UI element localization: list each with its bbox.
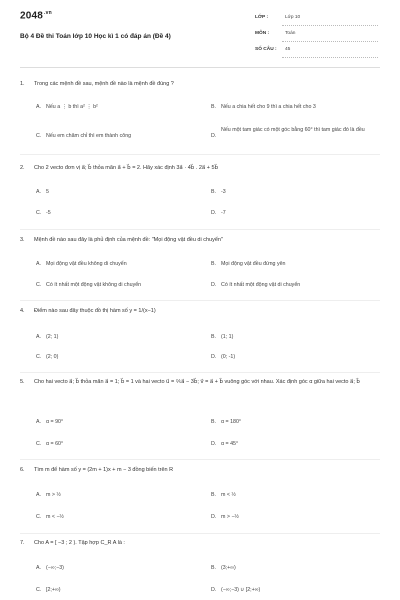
question-6-option-c[interactable] (36, 513, 64, 521)
option-text: (−∞;−3) ∪ [2;+∞) (221, 587, 261, 593)
option-text: Nếu một tam giác có một góc bằng 60° thì tam giác đó là đều (221, 127, 365, 133)
question-text: Cho A = [ −3 ; 2 ). Tập hợp C_R A là : (34, 540, 125, 546)
option-text: α = 60° (46, 441, 64, 447)
option-letter: C. (36, 441, 42, 447)
question-1-option-d[interactable] (211, 126, 371, 140)
meta-subject (255, 28, 378, 42)
option-letter: B. (211, 492, 217, 498)
option-letter: D. (211, 354, 217, 360)
option-letter: C. (36, 282, 42, 288)
meta-class (255, 12, 378, 26)
option-text: -7 (221, 210, 226, 216)
question-7-text (20, 539, 388, 548)
option-letter: D. (211, 133, 217, 139)
question-4-option-c[interactable] (36, 353, 58, 361)
option-text: Nếu a chia hết cho 9 thì a chia hết cho 3 (221, 104, 316, 110)
question-text: Điểm nào sau đây thuộc đồ thị hàm số y = 1/(x−1) (34, 308, 156, 314)
question-divider (20, 229, 380, 230)
option-letter: D. (211, 210, 217, 216)
question-text: Cho 2 vecto đơn vị a⃗; b⃗ thỏa mãn a⃗ + b⃗ = 2. Hãy xác định 3a⃗ · 4b⃗ . 2a⃗ + 5b⃗ (34, 165, 219, 171)
question-number: 4. (20, 308, 25, 314)
option-letter: D. (211, 587, 217, 593)
question-number: 3. (20, 237, 25, 243)
question-6-option-b[interactable] (211, 491, 236, 499)
question-5-option-a[interactable] (36, 418, 63, 426)
option-text: Có ít nhất một động vật di chuyển (221, 282, 301, 288)
meta-value: 45 (285, 47, 291, 52)
option-text: m > ½ (46, 492, 61, 498)
option-letter: D. (211, 282, 217, 288)
question-1-option-b[interactable] (211, 103, 316, 111)
option-text: m < −½ (46, 514, 64, 520)
question-divider (20, 154, 380, 155)
option-letter: D. (211, 441, 217, 447)
option-text: m < ½ (221, 492, 236, 498)
question-text: Trong các mệnh đề sau, mệnh đề nào là mệnh đề đúng ? (34, 81, 174, 87)
question-6-text (20, 466, 388, 475)
site-logo[interactable] (20, 10, 52, 21)
question-7-option-c[interactable] (36, 586, 61, 594)
option-text: Mọi động vật đều không di chuyển (46, 261, 127, 267)
option-text: (0; -1) (221, 354, 236, 360)
question-4-option-a[interactable] (36, 333, 58, 341)
question-number: 7. (20, 540, 25, 546)
question-2-option-c[interactable] (36, 209, 51, 217)
question-divider (20, 372, 380, 373)
option-text: Có ít nhất một động vật không di chuyển (46, 282, 142, 288)
option-letter: C. (36, 514, 42, 520)
option-text: α = 180° (221, 419, 242, 425)
question-number: 1. (20, 81, 25, 87)
option-text: Nếu a ⋮ b thì a² ⋮ b² (46, 104, 98, 110)
question-5-text (20, 378, 374, 387)
option-text: -5 (46, 210, 51, 216)
option-letter: C. (36, 587, 42, 593)
option-letter: A. (36, 492, 42, 498)
question-2-option-d[interactable] (211, 209, 226, 217)
header-divider (20, 67, 380, 68)
option-text: -3 (221, 189, 226, 195)
question-number: 2. (20, 165, 25, 171)
question-3-option-a[interactable] (36, 260, 127, 268)
question-7-option-b[interactable] (211, 564, 236, 572)
option-letter: B. (211, 334, 217, 340)
question-3-option-b[interactable] (211, 260, 286, 268)
option-letter: B. (211, 261, 217, 267)
header (0, 0, 400, 66)
question-3-option-c[interactable] (36, 281, 141, 289)
option-text: Mọi động vật đều đứng yên (221, 261, 286, 267)
meta-underline (282, 41, 378, 42)
option-letter: B. (211, 419, 217, 425)
question-1-text (20, 80, 388, 89)
meta-value: Toán (285, 31, 296, 36)
question-5-option-c[interactable] (36, 440, 63, 448)
question-1-option-a[interactable] (36, 103, 98, 111)
option-text: α = 90° (46, 419, 64, 425)
question-divider (20, 300, 380, 301)
meta-count (255, 44, 378, 58)
logo-text: 2048 (20, 10, 44, 22)
option-text: (2; 0) (46, 354, 59, 360)
option-text: (−∞;−3) (46, 565, 64, 571)
option-text: m > −½ (221, 514, 239, 520)
meta-label: MÔN : (255, 31, 270, 36)
question-3-text (20, 236, 388, 245)
question-text: Cho hai vecto a⃗; b⃗ thỏa mãn a⃗ = 1; b⃗ = 1 và hai vecto u⃗ = ⅖a⃗ − 3b⃗; v⃗ = a⃗ + b⃗ vuông góc với nhau. Xác định góc α giữa hai vecto a⃗; b⃗ (34, 379, 360, 385)
meta-value: Lớp 10 (285, 15, 301, 20)
option-letter: A. (36, 189, 42, 195)
option-text: (1; 1) (221, 334, 234, 340)
question-3-option-d[interactable] (211, 281, 300, 289)
option-text: Nếu em chăm chỉ thì em thành công (46, 133, 132, 139)
option-letter: A. (36, 419, 42, 425)
question-5-option-d[interactable] (211, 440, 238, 448)
question-2-option-b[interactable] (211, 188, 226, 196)
question-divider (20, 533, 380, 534)
option-letter: C. (36, 354, 42, 360)
option-letter: B. (211, 104, 217, 110)
option-text: (3;+∞) (221, 565, 236, 571)
question-4-option-d[interactable] (211, 353, 235, 361)
question-2-text (20, 164, 388, 173)
option-text: α = 45° (221, 441, 239, 447)
logo-suffix: .vn (44, 10, 52, 16)
question-4-text (20, 307, 388, 316)
option-letter: B. (211, 565, 217, 571)
question-text: Tìm m để hàm số y = (2m + 1)x + m − 3 đồng biến trên R (34, 467, 174, 473)
page-title: Bộ 4 Đề thi Toán lớp 10 Học kì 1 có đáp án (Đề 4) (20, 33, 171, 40)
option-letter: A. (36, 261, 42, 267)
question-7-option-a[interactable] (36, 564, 64, 572)
option-text: [2;+∞) (46, 587, 61, 593)
option-letter: B. (211, 189, 217, 195)
option-letter: C. (36, 210, 42, 216)
meta-underline (282, 57, 378, 58)
question-6-option-a[interactable] (36, 491, 61, 499)
meta-label: LỚP : (255, 15, 269, 20)
question-number: 5. (20, 379, 25, 385)
question-1-option-c[interactable] (36, 132, 131, 140)
question-6-option-d[interactable] (211, 513, 239, 521)
meta-underline (282, 25, 378, 26)
question-text: Mệnh đề nào sau đây là phủ định của mệnh đề: "Mọi động vật đều di chuyển" (34, 237, 223, 243)
option-text: (2; 1) (46, 334, 59, 340)
option-letter: D. (211, 514, 217, 520)
question-number: 6. (20, 467, 25, 473)
question-5-option-b[interactable] (211, 418, 241, 426)
option-letter: A. (36, 565, 42, 571)
question-7-option-d[interactable] (211, 586, 260, 594)
option-text: 5 (46, 189, 49, 195)
option-letter: A. (36, 334, 42, 340)
meta-label: SỐ CÂU : (255, 47, 277, 52)
question-2-option-a[interactable] (36, 188, 49, 196)
question-4-option-b[interactable] (211, 333, 233, 341)
option-letter: C. (36, 133, 42, 139)
option-letter: A. (36, 104, 42, 110)
question-divider (20, 459, 380, 460)
